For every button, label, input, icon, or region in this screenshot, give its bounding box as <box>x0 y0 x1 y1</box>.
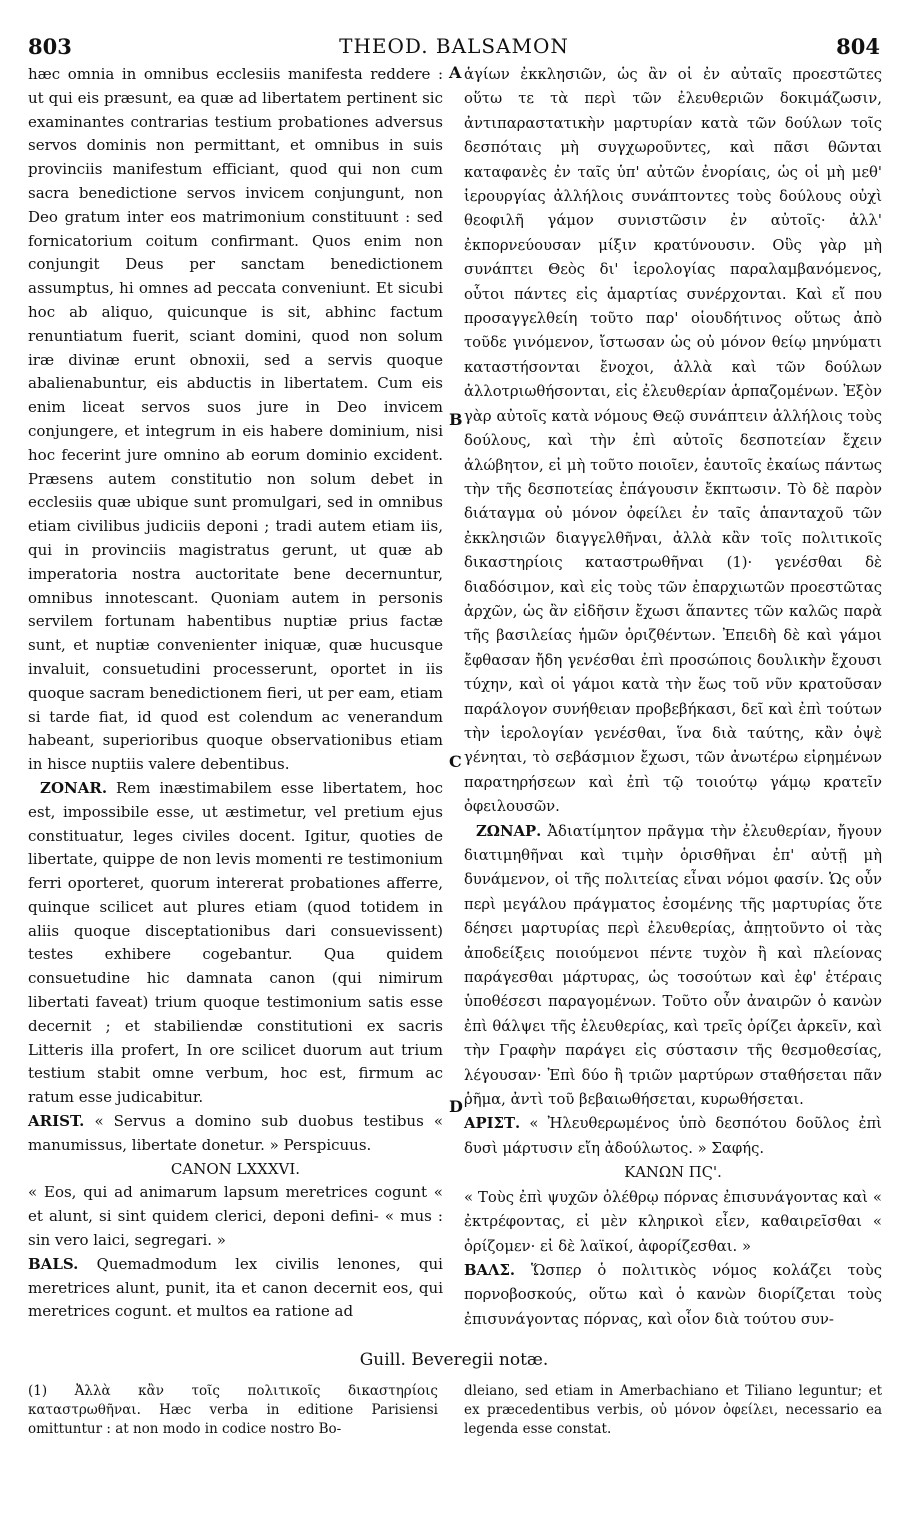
greek-paragraph-1: ἁγίων ἐκκλησιῶν, ὡς ἂν οἱ ἐν αὐταῖς προεστῶτες οὕτω τε τὰ περὶ τῶν ἐλευθεριῶν δοκιμάζωσιν, ἀντιπαραστατικὴν μαρτυρίαν κατὰ τῶν δούλων τοῖς δεσπόταις μὴ συγχωροῦντες, καὶ πᾶσι θῶνται καταφανὲς ἐν ταῖς ὑπ' αὐτῶν ἐνορίαις, ὡς οἱ μὴ μεθ' ἱερουργίας ἀλλήλοις συνάπτοντες τοὺς δούλους οὐχὶ θεοφιλῆ γάμον συνιστῶσιν ἐν αὐτοῖς· ἀλλ' ἐκπορνεύουσαν μίξιν κρατύνουσιν. Οὓς γὰρ μὴ συνάπτει Θεὸς δι' ἱερολογίας παραλαμβανόμενος, οὗτοι πάντες εἰς ἁμαρτίας συνέρχονται. Καὶ εἴ που προσαγγελθείη τοῦτο παρ' οἱουδήτινος οὕτως ἀπὸ τοῦδε γινόμενον, ἴστωσαν ὡς οὐ μόνον θείῳ μηνύματι καταστήσονται ἔνοχοι, ἀλλὰ καὶ τῶν δούλων ἀλλοτριωθήσονται, εἰς ἐλευθερίαν ἁρπαζομένων. Ἐξὸν γὰρ αὐτοῖς κατὰ νόμους Θεῷ συνάπτειν ἀλλήλοις τοὺς δούλους, καὶ τὴν ἐπὶ αὐτοῖς δεσποτείαν ἔχειν ἀλώβητον, εἰ μὴ τοῦτο ποιοῖεν, ἑαυτοῖς ἐκαίως πάντως τὴν τῆς δεσποτείας ἐπάγουσιν ἔκπτωσιν. Τὸ δὲ παρὸν διάταγμα οὐ μόνον ὀφείλει ἐν ταῖς ἁπανταχοῦ τῶν ἐκκλησιῶν διαγγελθῆναι, ἀλλὰ κἂν τοῖς πολιτικοῖς δικαστηρίοις καταστρωθῆναι (1)· γενέσθαι δὲ διαδόσιμον, καὶ εἰς τοὺς τῶν ἐπαρχιωτῶν προεστῶτας ἀρχῶν, ὡς ἂν εἰδῆσιν ἔχωσι ἅπαντες τῶν καλῶς παρὰ τῆς βασιλείας ἡμῶν ὁριζθέντων. Ἐπειδὴ δὲ καὶ γάμοι ἔφθασαν ἤδη γενέσθαι ἐπὶ προσώποις δουλικὴν ἔχουσι τύχην, καὶ οἱ γάμοι κατὰ τὴν ἕως τοῦ νῦν κρατοῦσαν παράλογον συνήθειαν προβεβήκασι, δεῖ καὶ ἐπὶ τούτων τὴν ἱερολογίαν γενέσθαι, ἵνα διὰ ταύτης, κἂν ὀψὲ γένηται, τὸ σεβάσμιον ἔχωσι, τῶν ἀνωτέρω εἰρημένων παρατηρήσεων καὶ ἐπὶ τῷ τοιούτῳ γάμῳ κρατεῖν ὀφειλουσῶν. <box>464 66 882 816</box>
latin-zonar-paragraph <box>28 777 443 1110</box>
margin-letter-c: C <box>449 752 462 771</box>
latin-column <box>28 63 443 1324</box>
note-left: (1) Ἀλλὰ κἂν τοῖς πολιτικοῖς δικαστηρίοις καταστρωθῆναι. Hæc verba in editione Parisiensi omittuntur : at non modo in codice nostro Bo- <box>28 1383 438 1437</box>
latin-bals-text: Quemadmodum lex civilis lenones, qui meretrices alunt, punit, ita et canon decernit eos, qui meretrices cogunt. et multos ea ratione ad <box>28 1254 443 1321</box>
latin-canon-text: « Eos, qui ad animarum lapsum meretrices cogunt « et alunt, si sint quidem clerici, deponi defini- « mus : sin vero laici, segregari. » <box>28 1183 443 1250</box>
greek-bals-paragraph <box>464 1259 882 1332</box>
notes-title: Guill. Beveregii notæ. <box>359 1350 549 1370</box>
running-title: THEOD. BALSAMON <box>339 34 569 58</box>
margin-letter-d: D <box>449 1097 463 1116</box>
margin-letter-b: B <box>449 410 463 429</box>
latin-bals-label: BALS. <box>28 1254 79 1273</box>
latin-arist-paragraph <box>28 1110 443 1158</box>
note-right: dleiano, sed etiam in Amerbachiano et Tiliano leguntur; et ex præcedentibus verbis, οὐ μόνον ὀφείλει, necessario ea legenda esse constat. <box>464 1383 882 1437</box>
greek-bals-label: ΒΑΛΣ. <box>464 1261 516 1279</box>
left-page-number: 803 <box>28 34 72 59</box>
latin-zonar-text: Rem inæstimabilem esse libertatem, hoc est, impossibile esse, ut æstimetur, vel pretium ejus constituatur, leges civiles docent. Igitur, quoties de libertate, quippe de non levis momenti re testimonium ferri oporteret, quorum intererat probationes afferre, quinque scilicet aut plures etiam (quod totidem in aliis quoque disceptationibus dari consuevissent) testes exhibere cogebantur. Qua quidem consuetudine hic damnata canon (qui nimirum libertati faveat) trium quoque testimonium satis esse decernit ; et stabiliendæ constitutioni ex sacris Litteris illa profert, In ore scilicet duorum aut trium testium stabit omne verbum, hoc est, firmum ac ratum esse judicabitur. <box>28 778 443 1107</box>
greek-bals-text: Ὥσπερ ὁ πολιτικὸς νόμος κολάζει τοὺς πορνοβοσκούς, οὕτω καὶ ὁ κανὼν διορίζεται τοὺς ἐπισυνάγοντας πόρνας, καὶ οἷον διὰ τούτου συν- <box>464 1261 882 1328</box>
greek-arist-text: « Ἠλευθερωμένος ὑπὸ δεσπότου δοῦλος ἐπὶ δυσὶ μάρτυσιν εἴη ἀδούλωτος. » Σαφής. <box>464 1115 882 1157</box>
greek-canon-title: ΚΑΝΩΝ ΠϚ'. <box>624 1164 722 1182</box>
running-header <box>28 34 880 64</box>
latin-bals-paragraph <box>28 1253 443 1324</box>
greek-canon-text: « Τοὺς ἐπὶ ψυχῶν ὀλέθρῳ πόρνας ἐπισυνάγοντας καὶ « ἐκτρέφοντας, εἰ μὲν κληρικοὶ εἶεν, καθαιρεῖσθαι « ὁρίζομεν· εἰ δὲ λαϊκοί, ἀφορίζεσθαι. » <box>464 1188 882 1255</box>
greek-column <box>464 63 882 1332</box>
latin-arist-label: ARIST. <box>28 1112 85 1131</box>
latin-paragraph-1: hæc omnia in omnibus ecclesiis manifesta reddere : ut qui eis præsunt, ea quæ ad libertatem pertinent sic examinantes contrarias testium probationes adversus servos dominis non permittant, et omnibus in suis provinciis manifestum efficiant, quod qui non cum sacra benedictione servos invicem conjungunt, non Deo gratum inter eos matrimonium constituunt : sed fornicatorium coitum confirmant. Quos enim non conjungit Deus per sanctam benedictionem assumptus, hi omnes ad peccata conveniunt. Et sicubi hoc ab aliquo, quicunque is sit, abhinc factum renuntiatum fuerit, sciant domini, quod non solum iræ divinæ erunt obnoxii, sed a servis quoque abalienabuntur, eis abductis in libertatem. Cum eis enim liceat servos suos jure in Deo invicem conjungere, et integrum in eis habere dominium, nisi hoc fecerint jure omnino ab eorum dominio excident. Præsens autem constitutio non solum debet in ecclesiis quæ ubique sunt promulgari, sed in omnibus etiam civilibus judiciis deponi ; tradi autem etiam iis, qui in provinciis magistratus gerunt, ut quæ ab imperatoria nostra auctoritate bene decernuntur, omnibus innotescant. Quoniam autem in personis servilem fortunam habentibus nuptiæ prius factæ sunt, et nuptiæ convenienter iniquæ, quæ hucusque invaluit, consuetudini processerunt, oportet in iis quoque sacram benedictionem fieri, ut per eam, etiam si tarde fiat, id quod est colendum ac venerandum habeant, superioribus quoque observationibus etiam in hisce nuptiis valere debentibus. <box>28 65 443 774</box>
margin-letter-a: A <box>449 63 462 82</box>
greek-zonar-text: Ἀδιατίμητον πρᾶγμα τὴν ἐλευθερίαν, ἤγουν διατιμηθῆναι καὶ τιμὴν ὁρισθῆναι ἐπ' αὐτῇ μὴ δυνάμενον, οἱ τῆς πολιτείας εἶναι νόμοι φασίν. Ὡς οὖν περὶ μεγάλου πράγματος ἐσομένης τῆς μαρτυρίας ὅτε δέησει μαρτυρίας περὶ ἐλευθερίας, ἀπῃτοῦντο οἱ τὰς ἀποδείξεις ποιούμενοι πέντε τυχὸν ἢ καὶ πλείονας παράγεσθαι μάρτυρας, ὡς τοσούτων καὶ ἐφ' ἑτέραις ὑποθέσεσι παραγομένων. Τοῦτο οὖν ἀναιρῶν ὁ κανὼν ἐπὶ θάλψει τῆς ἐλευθερίας, καὶ τρεῖς ὁρίζει ἀρκεῖν, καὶ τὴν Γραφὴν παράγει εἰς σύστασιν τῆς θεσμοθεσίας, λέγουσαν· Ἐπὶ δύο ἢ τριῶν μαρτύρων σταθήσεται πᾶν ῥῆμα, ἀντὶ τοῦ βεβαιωθήσεται, κυρωθήσεται. <box>464 822 882 1109</box>
greek-arist-label: ΑΡΙΣΤ. <box>464 1115 521 1133</box>
latin-zonar-label: ZONAR. <box>40 778 108 797</box>
right-page-number: 804 <box>836 34 880 59</box>
greek-arist-paragraph <box>464 1112 882 1161</box>
latin-canon-title: CANON LXXXVI. <box>170 1159 301 1178</box>
greek-zonar-label: ΖΩΝΑΡ. <box>476 822 542 840</box>
greek-zonar-paragraph <box>464 820 882 1113</box>
latin-arist-text: « Servus a domino sub duobus testibus « manumissus, libertate donetur. » Perspicuus. <box>28 1112 443 1154</box>
